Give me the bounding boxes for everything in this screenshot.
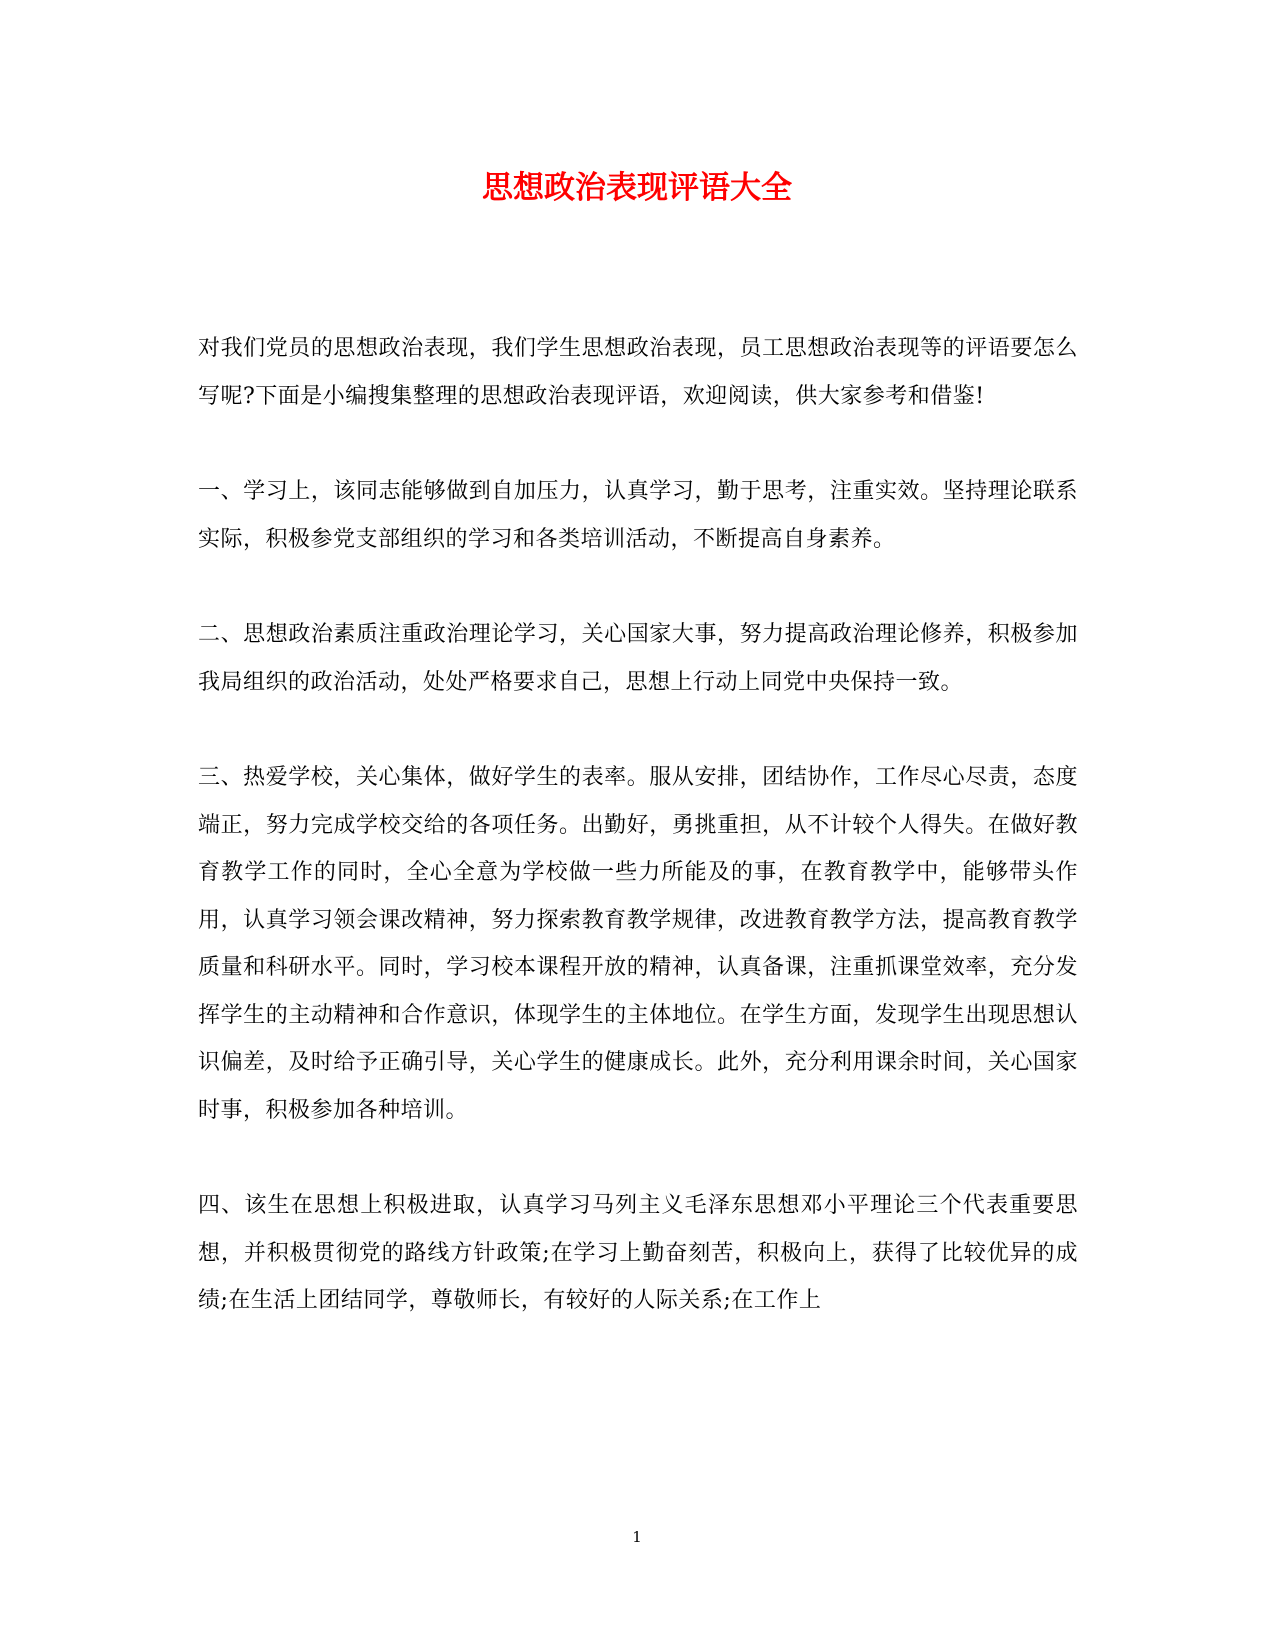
document-body <box>198 325 1078 1373</box>
paragraph-intro: 对我们党员的思想政治表现，我们学生思想政治表现，员工思想政治表现等的评语要怎么写呢?下面是小编搜集整理的思想政治表现评语，欢迎阅读，供大家参考和借鉴! <box>198 336 1078 409</box>
paragraph-item-4: 四、该生在思想上积极进取，认真学习马列主义毛泽东思想邓小平理论三个代表重要思想，并积极贯彻党的路线方针政策;在学习上勤奋刻苦，积极向上，获得了比较优异的成绩;在生活上团结同学，尊敬师长，有较好的人际关系;在工作上 <box>198 1193 1078 1313</box>
paragraph-item-2: 二、思想政治素质注重政治理论学习，关心国家大事，努力提高政治理论修养，积极参加我局组织的政治活动，处处严格要求自己，思想上行动上同党中央保持一致。 <box>198 622 1078 695</box>
page-title: 思想政治表现评语大全 <box>482 170 792 206</box>
paragraph-item-3: 三、热爱学校，关心集体，做好学生的表率。服从安排，团结协作，工作尽心尽责，态度端正，努力完成学校交给的各项任务。出勤好，勇挑重担，从不计较个人得失。在做好教育教学工作的同时，全心全意为学校做一些力所能及的事，在教育教学中，能够带头作用，认真学习领会课改精神，努力探索教育教学规律，改进教育教学方法，提高教育教学质量和科研水平。同时，学习校本课程开放的精神，认真备课，注重抓课堂效率，充分发挥学生的主动精神和合作意识，体现学生的主体地位。在学生方面，发现学生出现思想认识偏差，及时给予正确引导，关心学生的健康成长。此外，充分利用课余时间，关心国家时事，积极参加各种培训。 <box>198 765 1078 1123</box>
page-number: 1 <box>632 1528 642 1546</box>
paragraph-item-1: 一、学习上，该同志能够做到自加压力，认真学习，勤于思考，注重实效。坚持理论联系实际，积极参党支部组织的学习和各类培训活动，不断提高自身素养。 <box>198 479 1078 552</box>
